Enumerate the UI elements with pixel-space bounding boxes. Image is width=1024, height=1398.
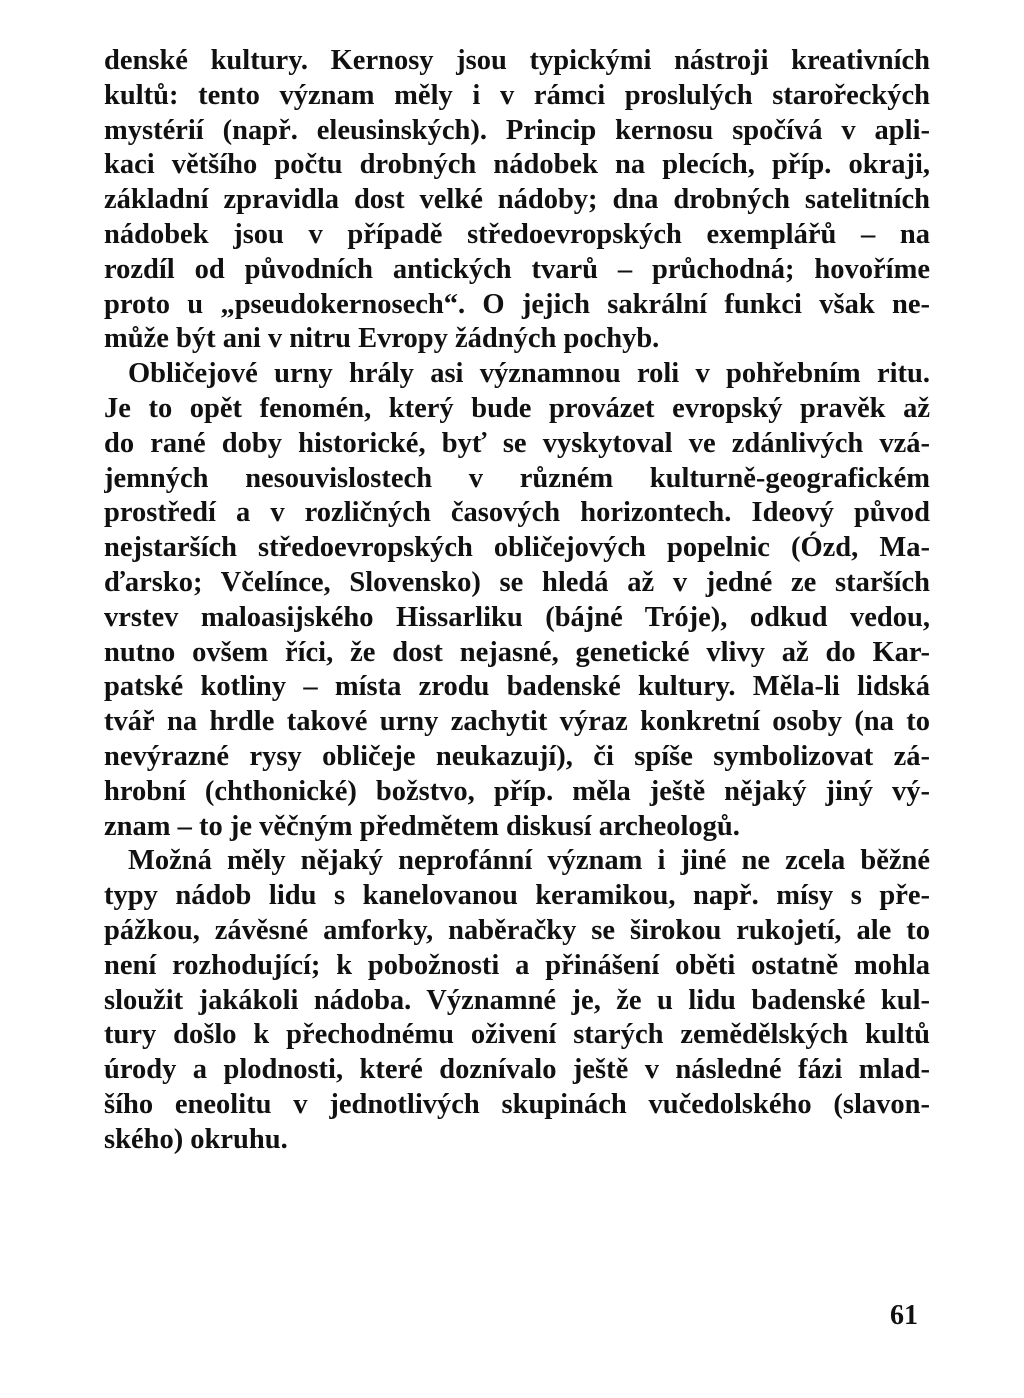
text-line: ského) okruhu. [104, 1123, 288, 1155]
text-line: sloužit jakákoli nádoba. Významné je, že u lidu badenské kul- [104, 984, 930, 1016]
page-number: 61 [890, 1300, 918, 1331]
text-line: denské kultury. Kernosy jsou typickými nástroji kreativních [104, 45, 930, 76]
text-line: není rozhodující; k pobožnosti a přinášení oběti ostatně mohla [104, 949, 930, 981]
text-line: kultů: tento význam měly i v rámci proslulých starořeckých [104, 79, 930, 111]
text-line: mystérií (např. eleusinských). Princip kernosu spočívá v apli- [104, 114, 930, 146]
text-line: do rané doby historické, byť se vyskytoval ve zdánlivých vzá- [104, 427, 930, 459]
text-line: znam – to je věčným předmětem diskusí archeologů. [104, 810, 740, 842]
text-line: nevýrazné rysy obličeje neukazují), či spíše symbolizovat zá- [104, 740, 930, 772]
text-line: prostředí a v rozličných časových horizontech. Ideový původ [104, 497, 930, 529]
text-line: kaci většího počtu drobných nádobek na plecích, příp. okraji, [104, 149, 930, 181]
text-line: rozdíl od původních antických tvarů – průchodná; hovoříme [104, 253, 930, 285]
text-line: ďarsko; Včelínce, Slovensko) se hledá až v jedné ze starších [104, 566, 930, 598]
text-line: Je to opět fenomén, který bude provázet evropský pravěk až [104, 392, 930, 424]
text-line: vrstev maloasijského Hissarliku (bájné Tróje), odkud vedou, [104, 601, 930, 633]
text-line: základní zpravidla dost velké nádoby; dna drobných satelitních [104, 184, 930, 216]
text-line: proto u „pseudokernosech“. O jejich sakrální funkci však ne- [104, 288, 930, 320]
text-line: Obličejové urny hrály asi významnou roli v pohřebním ritu. [128, 358, 930, 390]
text-line: patské kotliny – místa zrodu badenské kultury. Měla-li lidská [104, 671, 930, 703]
text-line: jemných nesouvislostech v různém kulturně-geografickém [104, 462, 930, 494]
page-text [104, 44, 930, 1158]
text-line: nutno ovšem říci, že dost nejasné, genetické vlivy až do Kar- [104, 636, 930, 668]
text-line: tury došlo k přechodnému oživení starých zemědělských kultů [104, 1019, 930, 1051]
text-line: Možná měly nějaký neprofánní význam i jiné ne zcela běžné [128, 845, 930, 877]
text-line: šího eneolitu v jednotlivých skupinách vučedolského (slavon- [104, 1088, 930, 1120]
text-line: nejstarších středoevropských obličejových popelnic (Ózd, Ma- [104, 532, 930, 564]
text-line: pážkou, závěsné amforky, naběračky se širokou rukojetí, ale to [104, 914, 930, 946]
text-line: typy nádob lidu s kanelovanou keramikou, např. mísy s pře- [104, 880, 930, 912]
text-line: tvář na hrdle takové urny zachytit výraz konkretní osoby (na to [104, 706, 930, 738]
text-line: úrody a plodnosti, které doznívalo ještě v následné fázi mlad- [104, 1054, 930, 1086]
text-line: nádobek jsou v případě středoevropských exemplářů – na [104, 218, 930, 250]
text-line: může být ani v nitru Evropy žádných pochyb. [104, 323, 660, 355]
text-line: hrobní (chthonické) božstvo, příp. měla ještě nějaký jiný vý- [104, 775, 930, 807]
